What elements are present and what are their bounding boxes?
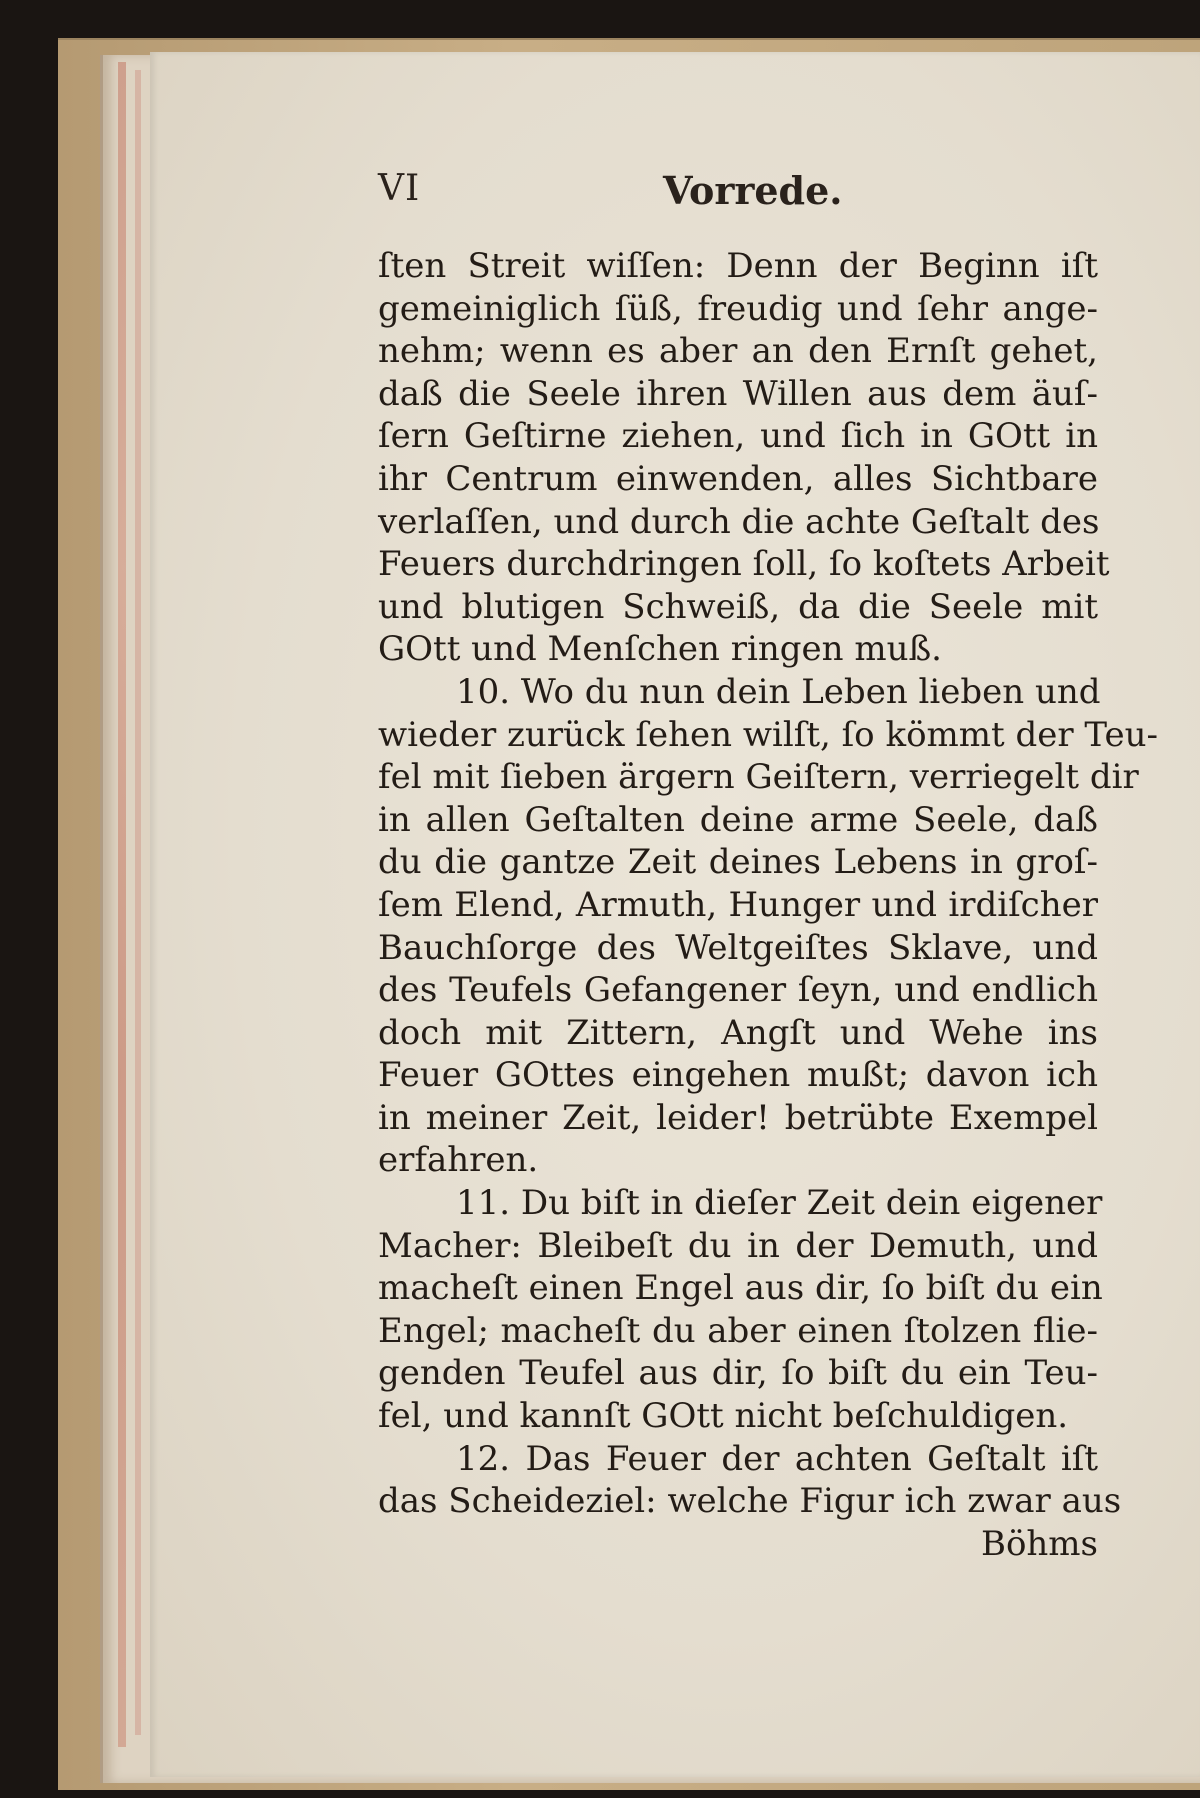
- text-line: und blutigen Schweiß, da die Seele mit: [378, 586, 1098, 627]
- text-line: ihr Centrum einwenden, alles Sichtbare: [378, 458, 1098, 499]
- paragraph-11-start: 11. Du biſt in dieſer Zeit dein eigener: [456, 1183, 1103, 1224]
- text-line: verlaſſen, und durch die achte Geſtalt des: [378, 501, 1100, 542]
- text-line: fel, und kannſt GOtt nicht beſchuldigen.: [378, 1396, 1069, 1437]
- text-line: fel mit ſieben ärgern Geiſtern, verriegelt dir: [378, 757, 1139, 798]
- text-line: ſten Streit wiſſen: Denn der Beginn iſt: [378, 246, 1098, 286]
- paragraph-12-start: 12. Das Feuer der achten Geſtalt iſt: [456, 1438, 1098, 1479]
- text-line: Bauchſorge des Weltgeiſtes Sklave, und: [378, 927, 1098, 968]
- text-line: in allen Geſtalten deine arme Seele, daß: [378, 799, 1098, 840]
- text-line: Feuers durchdringen ſoll, ſo koſtets Arbeit: [378, 544, 1110, 585]
- text-line: in meiner Zeit, leider! betrübte Exempel: [378, 1097, 1098, 1138]
- text-line: GOtt und Menſchen ringen muß.: [378, 629, 942, 670]
- text-line: wieder zurück ſehen wilſt, ſo kömmt der Teu-: [378, 714, 1158, 755]
- text-line: nehm; wenn es aber an den Ernſt gehet,: [378, 331, 1098, 372]
- running-head: Vorrede.: [663, 168, 843, 213]
- catchword: Böhms: [980, 1523, 1098, 1564]
- text-line: ſern Geſtirne ziehen, und ſich in GOtt in: [378, 416, 1098, 457]
- text-line: erfahren.: [378, 1140, 539, 1181]
- page-number: VI: [378, 168, 421, 209]
- paragraph-10-start: 10. Wo du nun dein Leben lieben und: [456, 671, 1101, 712]
- text-line: ſem Elend, Armuth, Hunger und irdiſcher: [378, 884, 1098, 925]
- text-line: macheſt einen Engel aus dir, ſo biſt du ein: [378, 1268, 1103, 1309]
- text-line: das Scheideziel: welche Figur ich zwar aus: [378, 1481, 1122, 1522]
- body-text: [378, 245, 1158, 1565]
- text-line: du die gantze Zeit deines Lebens in groſ-: [378, 842, 1098, 883]
- text-line: Feuer GOttes eingehen mußt; davon ich: [378, 1055, 1098, 1096]
- red-page-edge-inner: [135, 70, 141, 1735]
- text-line: des Teufels Gefangener ſeyn, und endlich: [378, 970, 1098, 1011]
- red-page-edge: [118, 62, 126, 1747]
- text-line: genden Teufel aus dir, ſo biſt du ein Teu-: [378, 1353, 1098, 1394]
- text-line: doch mit Zittern, Angſt und Wehe ins: [378, 1012, 1098, 1053]
- text-line: Macher: Bleibeſt du in der Demuth, und: [378, 1225, 1098, 1266]
- text-line: Engel; macheſt du aber einen ſtolzen flie-: [378, 1310, 1098, 1351]
- text-line: daß die Seele ihren Willen aus dem äuſ-: [378, 373, 1098, 414]
- text-line: gemeiniglich ſüß, freudig und ſehr ange-: [378, 288, 1098, 329]
- page-header: [378, 168, 1098, 218]
